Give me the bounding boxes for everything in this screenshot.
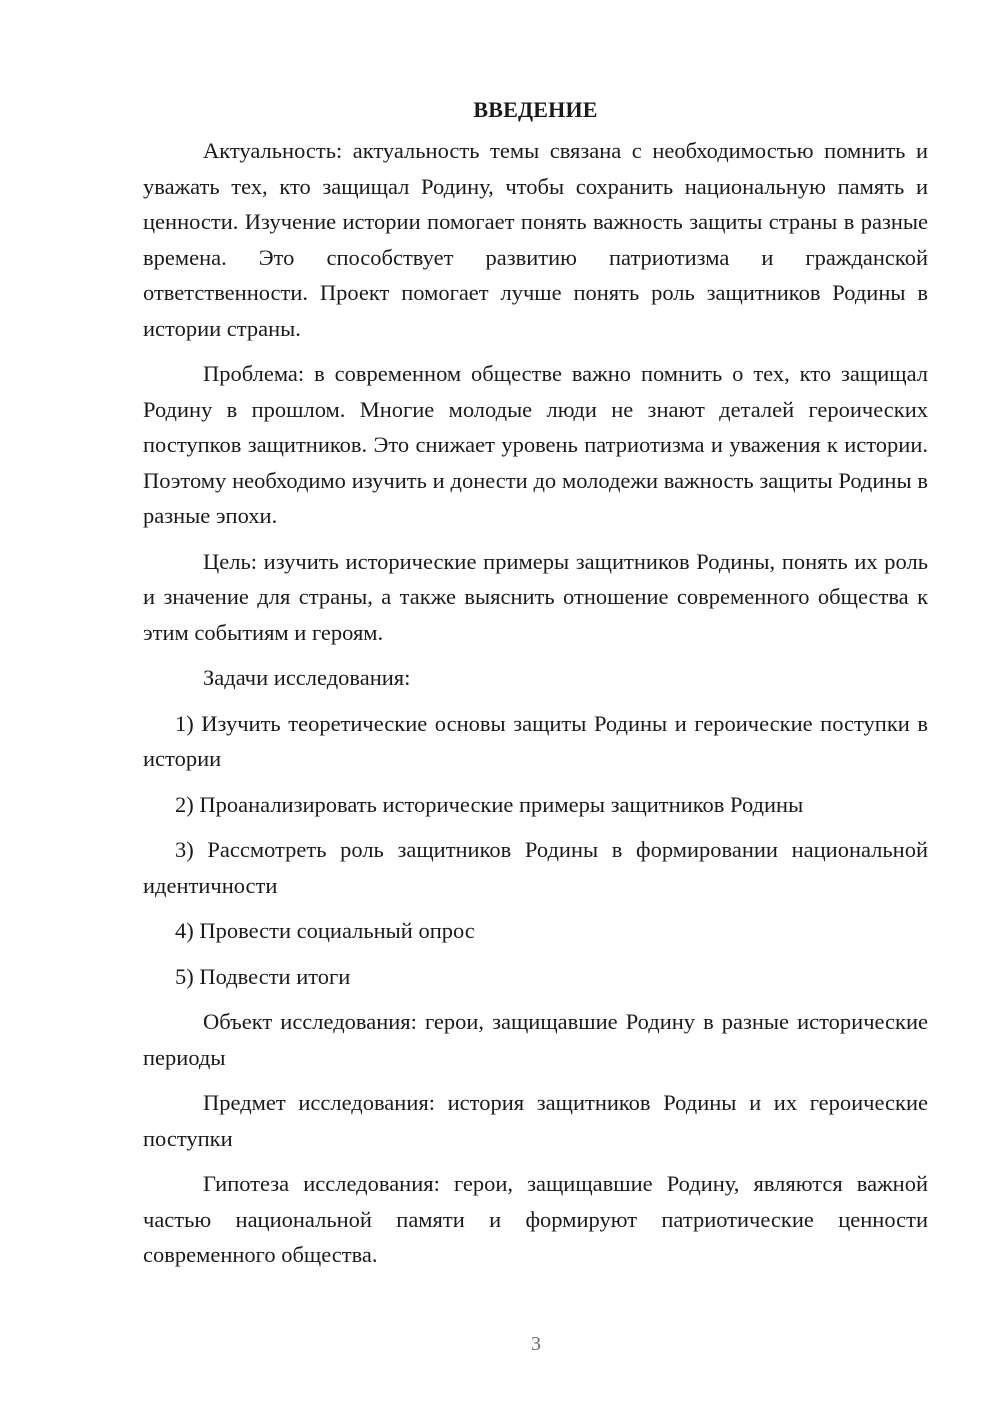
paragraph-subject: Предмет исследования: история защитников Родины и их героические поступки (143, 1090, 928, 1151)
paragraph-hypothesis: Гипотеза исследования: герои, защищавшие Родину, являются важной частью национальной памяти и формируют патриотические ценности современного общества. (143, 1171, 928, 1267)
paragraph-object: Объект исследования: герои, защищавшие Родину в разные исторические периоды (143, 1009, 928, 1070)
task-item-1: 1) Изучить теоретические основы защиты Родины и героические поступки в истории (143, 710, 928, 771)
task-item-4: 4) Провести социальный опрос (175, 918, 475, 943)
paragraph-problem: Проблема: в современном обществе важно помнить о тех, кто защищал Родину в прошлом. Многие молодые люди не знают деталей героических поступков защитников. Это снижает уровень патриотизма и уважения к истории. Поэтому необходимо изучить и донести до молодежи важность защиты Родины в разные эпохи. (143, 361, 928, 528)
tasks-title: Задачи исследования: (203, 665, 411, 690)
document-page (143, 92, 928, 1283)
paragraph-relevance: Актуальность: актуальность темы связана с необходимостью помнить и уважать тех, кто защищал Родину, чтобы сохранить национальную память и ценности. Изучение истории помогает понять важность защиты страны в разные времена. Это способствует развитию патриотизма и гражданской ответственности. Проект помогает лучше понять роль защитников Родины в истории страны. (143, 138, 928, 341)
task-item-3: 3) Рассмотреть роль защитников Родины в формировании национальной идентичности (143, 837, 928, 898)
section-heading: ВВЕДЕНИЕ (473, 97, 598, 122)
page-number: 3 (531, 1333, 541, 1355)
task-item-5: 5) Подвести итоги (175, 963, 351, 989)
task-item-2: 2) Проанализировать исторические примеры защитников Родины (175, 791, 804, 817)
paragraph-goal: Цель: изучить исторические примеры защитников Родины, понять их роль и значение для страны, а также выяснить отношение современного общества к этим событиям и героям. (143, 548, 928, 645)
